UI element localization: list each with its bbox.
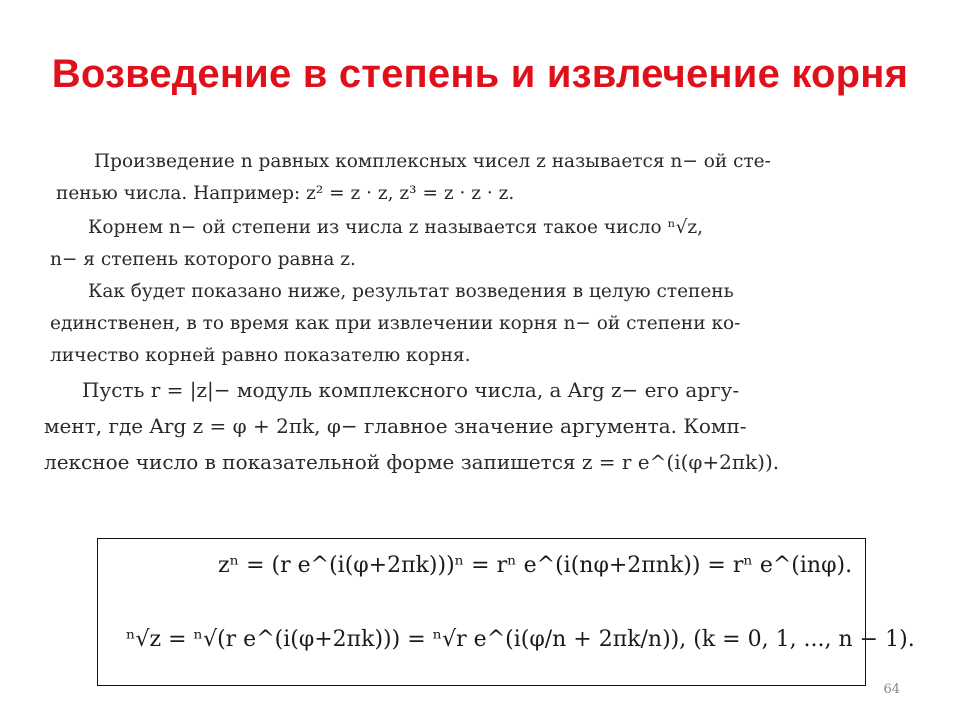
p4-line-3: лексное число в показательной форме запишется z = r e^(i(φ+2πk)). — [44, 450, 780, 474]
p4-line-2: мент, где Arg z = φ + 2πk, φ− главное значение аргумента. Комп- — [44, 414, 747, 438]
paragraph-uniqueness — [50, 276, 906, 372]
p1-line-2: пенью числа. Например: z² = z · z, z³ = z · z · z. — [56, 183, 515, 204]
p3-line-1: Как будет показано ниже, результат возведения в целую степень — [88, 281, 734, 302]
paragraph-exponential-form — [44, 372, 924, 480]
formula-box — [97, 538, 915, 686]
power-formula: zⁿ = (r e^(i(φ+2πk)))ⁿ = rⁿ e^(i(nφ+2πnk)) = rⁿ e^(inφ). — [218, 553, 853, 578]
p1-line-1: Произведение n равных комплексных чисел z называется n− ой сте- — [94, 151, 771, 172]
p2-line-1: Корнем n− ой степени из числа z называется такое число ⁿ√z, — [88, 217, 703, 238]
p4-line-1: Пусть r = |z|− модуль комплексного числа, а Arg z− его аргу- — [82, 378, 740, 402]
p2-line-2: n− я степень которого равна z. — [50, 249, 356, 270]
p3-line-2: единственен, в то время как при извлечении корня n− ой степени ко- — [50, 313, 741, 334]
paragraph-power-definition — [56, 146, 906, 210]
root-formula: ⁿ√z = ⁿ√(r e^(i(φ+2πk))) = ⁿ√r e^(i(φ/n + 2πk/n)), (k = 0, 1, ..., n − 1). — [126, 627, 915, 652]
slide-title: Возведение в степень и извлечение корня — [51, 52, 909, 96]
page-number: 64 — [883, 682, 900, 697]
paragraph-root-definition — [50, 212, 906, 276]
p3-line-3: личество корней равно показателю корня. — [50, 345, 471, 366]
